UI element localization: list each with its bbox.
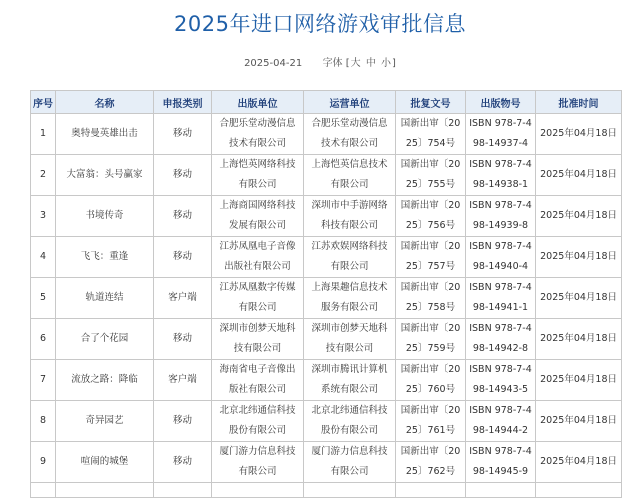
header-type: 申报类别 <box>154 91 212 114</box>
cell-type: 移动 <box>154 196 212 237</box>
cell-date: 2025年04月18日 <box>536 196 622 237</box>
cell-no: 9 <box>31 442 56 483</box>
approval-table <box>30 90 622 498</box>
cell-isbn: ISBN 978-7-498-14937-4 <box>466 114 536 155</box>
cell-operator: 深圳市创梦天地科技有限公司 <box>304 319 396 360</box>
table-row <box>31 360 622 401</box>
header-date: 批准时间 <box>536 91 622 114</box>
cell-publisher: 江苏凤凰数字传媒有限公司 <box>212 278 304 319</box>
font-size-label: 字体 <box>322 58 343 69</box>
cell-approval: 国新出审〔2025〕755号 <box>396 155 466 196</box>
cell-publisher: 厦门游力信息科技有限公司 <box>212 442 304 483</box>
cell-empty <box>56 483 154 498</box>
cell-name: 喧闹的城堡 <box>56 442 154 483</box>
cell-name: 合了个花园 <box>56 319 154 360</box>
cell-publisher: 上海恺英网络科技有限公司 <box>212 155 304 196</box>
cell-empty <box>212 483 304 498</box>
cell-type: 移动 <box>154 237 212 278</box>
cell-type: 移动 <box>154 114 212 155</box>
publish-date: 2025-04-21 <box>244 58 303 69</box>
cell-isbn: ISBN 978-7-498-14944-2 <box>466 401 536 442</box>
cell-empty <box>31 483 56 498</box>
cell-approval: 国新出审〔2025〕756号 <box>396 196 466 237</box>
table-row <box>31 114 622 155</box>
cell-name: 飞飞：重逢 <box>56 237 154 278</box>
table-row <box>31 196 622 237</box>
cell-approval: 国新出审〔2025〕761号 <box>396 401 466 442</box>
cell-date: 2025年04月18日 <box>536 155 622 196</box>
cell-date: 2025年04月18日 <box>536 278 622 319</box>
article-meta <box>0 54 640 69</box>
cell-type: 客户端 <box>154 278 212 319</box>
cell-date: 2025年04月18日 <box>536 319 622 360</box>
cell-isbn: ISBN 978-7-498-14938-1 <box>466 155 536 196</box>
cell-no: 6 <box>31 319 56 360</box>
cell-type: 移动 <box>154 442 212 483</box>
cell-isbn: ISBN 978-7-498-14939-8 <box>466 196 536 237</box>
cell-operator: 深圳市中手游网络科技有限公司 <box>304 196 396 237</box>
cell-operator: 上海恺英信息技术有限公司 <box>304 155 396 196</box>
table-row-partial <box>31 483 622 498</box>
page-title: 2025年进口网络游戏审批信息 <box>174 12 466 36</box>
cell-name: 轨道连结 <box>56 278 154 319</box>
header-isbn: 出版物号 <box>466 91 536 114</box>
cell-approval: 国新出审〔2025〕758号 <box>396 278 466 319</box>
cell-operator: 上海果趣信息技术服务有限公司 <box>304 278 396 319</box>
font-size-medium-button[interactable]: 中 <box>365 58 376 69</box>
cell-operator: 厦门游力信息科技有限公司 <box>304 442 396 483</box>
cell-isbn: ISBN 978-7-498-14941-1 <box>466 278 536 319</box>
cell-isbn: ISBN 978-7-498-14943-5 <box>466 360 536 401</box>
cell-approval: 国新出审〔2025〕762号 <box>396 442 466 483</box>
table-row <box>31 442 622 483</box>
cell-operator: 江苏欢娱网络科技有限公司 <box>304 237 396 278</box>
cell-date: 2025年04月18日 <box>536 442 622 483</box>
cell-approval: 国新出审〔2025〕754号 <box>396 114 466 155</box>
cell-type: 移动 <box>154 155 212 196</box>
cell-empty <box>304 483 396 498</box>
cell-name: 奥特曼英雄出击 <box>56 114 154 155</box>
font-size-open-bracket: [ <box>345 58 350 69</box>
cell-name: 流放之路：降临 <box>56 360 154 401</box>
cell-type: 客户端 <box>154 360 212 401</box>
table-row <box>31 319 622 360</box>
cell-empty <box>154 483 212 498</box>
cell-empty <box>536 483 622 498</box>
cell-approval: 国新出审〔2025〕757号 <box>396 237 466 278</box>
cell-empty <box>466 483 536 498</box>
cell-isbn: ISBN 978-7-498-14940-4 <box>466 237 536 278</box>
cell-approval: 国新出审〔2025〕759号 <box>396 319 466 360</box>
cell-type: 移动 <box>154 319 212 360</box>
cell-operator: 北京北纬通信科技股份有限公司 <box>304 401 396 442</box>
table-row <box>31 155 622 196</box>
cell-no: 2 <box>31 155 56 196</box>
table-header-row <box>31 91 622 114</box>
header-operator: 运营单位 <box>304 91 396 114</box>
cell-no: 8 <box>31 401 56 442</box>
cell-no: 5 <box>31 278 56 319</box>
cell-approval: 国新出审〔2025〕760号 <box>396 360 466 401</box>
header-publisher: 出版单位 <box>212 91 304 114</box>
header-name: 名称 <box>56 91 154 114</box>
table-body <box>31 114 622 498</box>
approval-table-container <box>30 90 621 498</box>
cell-empty <box>396 483 466 498</box>
table-row <box>31 401 622 442</box>
table-row <box>31 278 622 319</box>
cell-date: 2025年04月18日 <box>536 401 622 442</box>
cell-name: 书境传奇 <box>56 196 154 237</box>
cell-publisher: 北京北纬通信科技股份有限公司 <box>212 401 304 442</box>
cell-operator: 合肥乐堂动漫信息技术有限公司 <box>304 114 396 155</box>
cell-no: 3 <box>31 196 56 237</box>
font-size-small-button[interactable]: 小 <box>381 58 392 69</box>
cell-publisher: 深圳市创梦天地科技有限公司 <box>212 319 304 360</box>
font-size-close-bracket: ] <box>392 58 396 69</box>
cell-name: 大富翁：头号赢家 <box>56 155 154 196</box>
cell-publisher: 合肥乐堂动漫信息技术有限公司 <box>212 114 304 155</box>
cell-no: 4 <box>31 237 56 278</box>
cell-date: 2025年04月18日 <box>536 237 622 278</box>
cell-isbn: ISBN 978-7-498-14942-8 <box>466 319 536 360</box>
cell-publisher: 海南省电子音像出版社有限公司 <box>212 360 304 401</box>
font-size-large-button[interactable]: 大 <box>350 58 361 69</box>
cell-type: 移动 <box>154 401 212 442</box>
cell-no: 7 <box>31 360 56 401</box>
table-row <box>31 237 622 278</box>
header-no: 序号 <box>31 91 56 114</box>
cell-date: 2025年04月18日 <box>536 114 622 155</box>
cell-name: 奇异园艺 <box>56 401 154 442</box>
cell-publisher: 江苏凤凰电子音像出版社有限公司 <box>212 237 304 278</box>
cell-publisher: 上海商国网络科技发展有限公司 <box>212 196 304 237</box>
cell-no: 1 <box>31 114 56 155</box>
cell-date: 2025年04月18日 <box>536 360 622 401</box>
cell-isbn: ISBN 978-7-498-14945-9 <box>466 442 536 483</box>
cell-operator: 深圳市腾讯计算机系统有限公司 <box>304 360 396 401</box>
header-approval: 批复文号 <box>396 91 466 114</box>
